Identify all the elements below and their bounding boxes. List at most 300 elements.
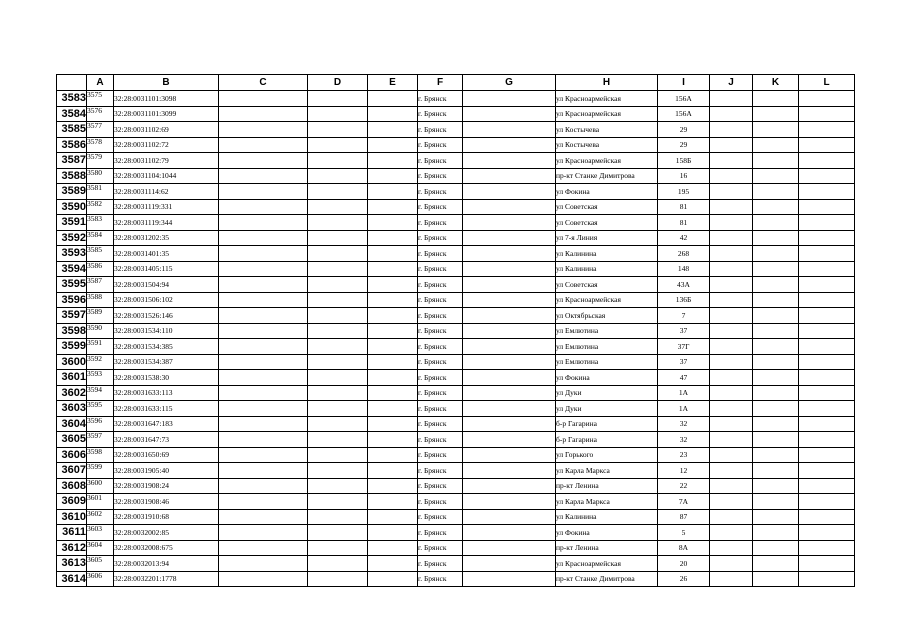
cell-i[interactable]: 37 (658, 323, 710, 339)
cell-d[interactable] (308, 339, 368, 355)
cell-b[interactable]: 32:28:0031101:3098 (114, 91, 219, 107)
cell-i[interactable]: 268 (658, 246, 710, 262)
cell-i[interactable]: 156А (658, 91, 710, 107)
cell-j[interactable] (710, 401, 753, 417)
cell-a[interactable]: 3606 (87, 571, 114, 587)
cell-k[interactable] (753, 153, 799, 169)
cell-g[interactable] (463, 137, 556, 153)
cell-j[interactable] (710, 122, 753, 138)
cell-j[interactable] (710, 308, 753, 324)
cell-i[interactable]: 8А (658, 540, 710, 556)
cell-l[interactable] (799, 246, 855, 262)
row-number[interactable]: 3614 (57, 571, 87, 587)
cell-l[interactable] (799, 292, 855, 308)
cell-a[interactable]: 3584 (87, 230, 114, 246)
cell-h[interactable]: ул Карла Маркса (556, 494, 658, 510)
cell-k[interactable] (753, 556, 799, 572)
cell-g[interactable] (463, 556, 556, 572)
cell-k[interactable] (753, 246, 799, 262)
cell-j[interactable] (710, 184, 753, 200)
cell-e[interactable] (368, 432, 418, 448)
cell-l[interactable] (799, 432, 855, 448)
cell-h[interactable]: ул Дуки (556, 385, 658, 401)
cell-c[interactable] (219, 323, 308, 339)
cell-e[interactable] (368, 385, 418, 401)
cell-b[interactable]: 32:28:0031908:24 (114, 478, 219, 494)
cell-f[interactable]: г. Брянск (418, 416, 463, 432)
cell-c[interactable] (219, 168, 308, 184)
cell-i[interactable]: 42 (658, 230, 710, 246)
cell-a[interactable]: 3598 (87, 447, 114, 463)
cell-j[interactable] (710, 447, 753, 463)
cell-h[interactable]: ул Фокина (556, 370, 658, 386)
cell-b[interactable]: 32:28:0031102:69 (114, 122, 219, 138)
cell-k[interactable] (753, 122, 799, 138)
column-header[interactable]: B (114, 75, 219, 91)
cell-f[interactable]: г. Брянск (418, 91, 463, 107)
cell-l[interactable] (799, 277, 855, 293)
cell-a[interactable]: 3593 (87, 370, 114, 386)
cell-j[interactable] (710, 168, 753, 184)
cell-a[interactable]: 3578 (87, 137, 114, 153)
cell-l[interactable] (799, 261, 855, 277)
cell-d[interactable] (308, 494, 368, 510)
cell-f[interactable]: г. Брянск (418, 540, 463, 556)
cell-g[interactable] (463, 463, 556, 479)
cell-d[interactable] (308, 385, 368, 401)
cell-c[interactable] (219, 339, 308, 355)
cell-g[interactable] (463, 122, 556, 138)
cell-c[interactable] (219, 215, 308, 231)
cell-k[interactable] (753, 370, 799, 386)
cell-f[interactable]: г. Брянск (418, 323, 463, 339)
cell-d[interactable] (308, 540, 368, 556)
cell-e[interactable] (368, 199, 418, 215)
cell-e[interactable] (368, 122, 418, 138)
cell-f[interactable]: г. Брянск (418, 277, 463, 293)
row-number[interactable]: 3613 (57, 556, 87, 572)
cell-e[interactable] (368, 230, 418, 246)
cell-a[interactable]: 3597 (87, 432, 114, 448)
cell-f[interactable]: г. Брянск (418, 246, 463, 262)
cell-b[interactable]: 32:28:0031104:1044 (114, 168, 219, 184)
cell-a[interactable]: 3596 (87, 416, 114, 432)
cell-g[interactable] (463, 106, 556, 122)
cell-h[interactable]: ул Калинина (556, 246, 658, 262)
cell-g[interactable] (463, 215, 556, 231)
cell-d[interactable] (308, 292, 368, 308)
cell-d[interactable] (308, 370, 368, 386)
cell-j[interactable] (710, 199, 753, 215)
cell-h[interactable]: ул Горького (556, 447, 658, 463)
cell-d[interactable] (308, 354, 368, 370)
cell-g[interactable] (463, 246, 556, 262)
cell-j[interactable] (710, 91, 753, 107)
cell-k[interactable] (753, 168, 799, 184)
cell-c[interactable] (219, 370, 308, 386)
cell-e[interactable] (368, 494, 418, 510)
cell-b[interactable]: 32:28:0032201:1778 (114, 571, 219, 587)
cell-c[interactable] (219, 230, 308, 246)
column-header[interactable]: F (418, 75, 463, 91)
cell-c[interactable] (219, 401, 308, 417)
cell-l[interactable] (799, 385, 855, 401)
corner-cell[interactable] (57, 75, 87, 91)
cell-g[interactable] (463, 571, 556, 587)
cell-g[interactable] (463, 385, 556, 401)
cell-f[interactable]: г. Брянск (418, 385, 463, 401)
cell-i[interactable]: 81 (658, 215, 710, 231)
cell-k[interactable] (753, 463, 799, 479)
cell-l[interactable] (799, 494, 855, 510)
cell-c[interactable] (219, 246, 308, 262)
cell-f[interactable]: г. Брянск (418, 339, 463, 355)
cell-e[interactable] (368, 215, 418, 231)
cell-c[interactable] (219, 354, 308, 370)
cell-a[interactable]: 3601 (87, 494, 114, 510)
cell-b[interactable]: 32:28:0031908:46 (114, 494, 219, 510)
cell-g[interactable] (463, 432, 556, 448)
cell-l[interactable] (799, 447, 855, 463)
cell-b[interactable]: 32:28:0031905:40 (114, 463, 219, 479)
cell-j[interactable] (710, 478, 753, 494)
cell-c[interactable] (219, 261, 308, 277)
row-number[interactable]: 3603 (57, 401, 87, 417)
cell-k[interactable] (753, 230, 799, 246)
cell-a[interactable]: 3581 (87, 184, 114, 200)
cell-c[interactable] (219, 494, 308, 510)
row-number[interactable]: 3610 (57, 509, 87, 525)
row-number[interactable]: 3604 (57, 416, 87, 432)
cell-h[interactable]: ул Фокина (556, 525, 658, 541)
cell-i[interactable]: 7А (658, 494, 710, 510)
cell-a[interactable]: 3591 (87, 339, 114, 355)
cell-e[interactable] (368, 525, 418, 541)
cell-k[interactable] (753, 339, 799, 355)
cell-b[interactable]: 32:28:0031405:115 (114, 261, 219, 277)
cell-d[interactable] (308, 137, 368, 153)
column-header[interactable]: A (87, 75, 114, 91)
cell-i[interactable]: 81 (658, 199, 710, 215)
cell-i[interactable]: 43А (658, 277, 710, 293)
cell-j[interactable] (710, 137, 753, 153)
cell-c[interactable] (219, 525, 308, 541)
cell-g[interactable] (463, 168, 556, 184)
cell-g[interactable] (463, 354, 556, 370)
cell-h[interactable]: ул Калинина (556, 261, 658, 277)
cell-h[interactable]: ул Советская (556, 199, 658, 215)
cell-a[interactable]: 3589 (87, 308, 114, 324)
cell-d[interactable] (308, 525, 368, 541)
cell-f[interactable]: г. Брянск (418, 354, 463, 370)
cell-a[interactable]: 3592 (87, 354, 114, 370)
cell-j[interactable] (710, 339, 753, 355)
cell-g[interactable] (463, 509, 556, 525)
cell-k[interactable] (753, 323, 799, 339)
cell-e[interactable] (368, 91, 418, 107)
cell-i[interactable]: 148 (658, 261, 710, 277)
cell-j[interactable] (710, 416, 753, 432)
cell-g[interactable] (463, 199, 556, 215)
cell-l[interactable] (799, 106, 855, 122)
cell-h[interactable]: ул Емлютина (556, 339, 658, 355)
cell-e[interactable] (368, 354, 418, 370)
cell-k[interactable] (753, 525, 799, 541)
cell-e[interactable] (368, 478, 418, 494)
cell-h[interactable]: пр-кт Ленина (556, 478, 658, 494)
cell-b[interactable]: 32:28:0031647:183 (114, 416, 219, 432)
row-number[interactable]: 3606 (57, 447, 87, 463)
cell-d[interactable] (308, 401, 368, 417)
cell-i[interactable]: 37Г (658, 339, 710, 355)
cell-f[interactable]: г. Брянск (418, 199, 463, 215)
cell-j[interactable] (710, 261, 753, 277)
column-header[interactable]: D (308, 75, 368, 91)
cell-k[interactable] (753, 184, 799, 200)
cell-c[interactable] (219, 571, 308, 587)
cell-g[interactable] (463, 230, 556, 246)
cell-f[interactable]: г. Брянск (418, 447, 463, 463)
cell-e[interactable] (368, 463, 418, 479)
cell-l[interactable] (799, 122, 855, 138)
cell-a[interactable]: 3585 (87, 246, 114, 262)
cell-c[interactable] (219, 153, 308, 169)
cell-f[interactable]: г. Брянск (418, 463, 463, 479)
cell-i[interactable]: 26 (658, 571, 710, 587)
cell-a[interactable]: 3583 (87, 215, 114, 231)
cell-d[interactable] (308, 106, 368, 122)
cell-b[interactable]: 32:28:0031633:113 (114, 385, 219, 401)
cell-a[interactable]: 3604 (87, 540, 114, 556)
cell-j[interactable] (710, 354, 753, 370)
cell-c[interactable] (219, 416, 308, 432)
cell-c[interactable] (219, 540, 308, 556)
cell-h[interactable]: ул Калинина (556, 509, 658, 525)
cell-f[interactable]: г. Брянск (418, 525, 463, 541)
cell-j[interactable] (710, 215, 753, 231)
cell-c[interactable] (219, 106, 308, 122)
cell-i[interactable]: 156А (658, 106, 710, 122)
row-number[interactable]: 3596 (57, 292, 87, 308)
cell-a[interactable]: 3595 (87, 401, 114, 417)
cell-j[interactable] (710, 463, 753, 479)
cell-f[interactable]: г. Брянск (418, 478, 463, 494)
column-header[interactable]: E (368, 75, 418, 91)
cell-k[interactable] (753, 261, 799, 277)
cell-f[interactable]: г. Брянск (418, 509, 463, 525)
cell-k[interactable] (753, 292, 799, 308)
column-header[interactable]: J (710, 75, 753, 91)
cell-a[interactable]: 3600 (87, 478, 114, 494)
cell-c[interactable] (219, 91, 308, 107)
cell-f[interactable]: г. Брянск (418, 153, 463, 169)
row-number[interactable]: 3588 (57, 168, 87, 184)
row-number[interactable]: 3592 (57, 230, 87, 246)
row-number[interactable]: 3589 (57, 184, 87, 200)
cell-h[interactable]: ул Красноармейская (556, 153, 658, 169)
cell-i[interactable]: 158Б (658, 153, 710, 169)
cell-l[interactable] (799, 215, 855, 231)
cell-a[interactable]: 3594 (87, 385, 114, 401)
cell-l[interactable] (799, 540, 855, 556)
cell-a[interactable]: 3579 (87, 153, 114, 169)
cell-e[interactable] (368, 370, 418, 386)
cell-f[interactable]: г. Брянск (418, 432, 463, 448)
cell-f[interactable]: г. Брянск (418, 401, 463, 417)
cell-g[interactable] (463, 525, 556, 541)
cell-a[interactable]: 3603 (87, 525, 114, 541)
cell-c[interactable] (219, 385, 308, 401)
cell-h[interactable]: ул Красноармейская (556, 292, 658, 308)
cell-b[interactable]: 32:28:0031119:331 (114, 199, 219, 215)
row-number[interactable]: 3594 (57, 261, 87, 277)
cell-d[interactable] (308, 184, 368, 200)
cell-e[interactable] (368, 339, 418, 355)
row-number[interactable]: 3608 (57, 478, 87, 494)
cell-c[interactable] (219, 463, 308, 479)
cell-b[interactable]: 32:28:0031910:68 (114, 509, 219, 525)
cell-i[interactable]: 1А (658, 385, 710, 401)
cell-a[interactable]: 3587 (87, 277, 114, 293)
cell-h[interactable]: ул Октябрьская (556, 308, 658, 324)
cell-k[interactable] (753, 385, 799, 401)
cell-c[interactable] (219, 447, 308, 463)
cell-b[interactable]: 32:28:0032013:94 (114, 556, 219, 572)
cell-b[interactable]: 32:28:0031534:110 (114, 323, 219, 339)
cell-d[interactable] (308, 323, 368, 339)
cell-b[interactable]: 32:28:0031650:69 (114, 447, 219, 463)
cell-c[interactable] (219, 292, 308, 308)
cell-g[interactable] (463, 277, 556, 293)
cell-j[interactable] (710, 494, 753, 510)
cell-j[interactable] (710, 230, 753, 246)
row-number[interactable]: 3595 (57, 277, 87, 293)
cell-e[interactable] (368, 106, 418, 122)
cell-i[interactable]: 23 (658, 447, 710, 463)
cell-j[interactable] (710, 370, 753, 386)
cell-l[interactable] (799, 354, 855, 370)
row-number[interactable]: 3591 (57, 215, 87, 231)
cell-d[interactable] (308, 215, 368, 231)
cell-e[interactable] (368, 292, 418, 308)
cell-c[interactable] (219, 277, 308, 293)
cell-e[interactable] (368, 246, 418, 262)
cell-l[interactable] (799, 184, 855, 200)
row-number[interactable]: 3602 (57, 385, 87, 401)
cell-d[interactable] (308, 509, 368, 525)
cell-l[interactable] (799, 230, 855, 246)
cell-f[interactable]: г. Брянск (418, 230, 463, 246)
row-number[interactable]: 3593 (57, 246, 87, 262)
cell-i[interactable]: 136Б (658, 292, 710, 308)
cell-h[interactable]: ул Красноармейская (556, 556, 658, 572)
cell-k[interactable] (753, 354, 799, 370)
cell-l[interactable] (799, 137, 855, 153)
row-number[interactable]: 3609 (57, 494, 87, 510)
cell-f[interactable]: г. Брянск (418, 215, 463, 231)
cell-g[interactable] (463, 370, 556, 386)
row-number[interactable]: 3585 (57, 122, 87, 138)
cell-k[interactable] (753, 509, 799, 525)
cell-c[interactable] (219, 432, 308, 448)
cell-d[interactable] (308, 571, 368, 587)
cell-l[interactable] (799, 308, 855, 324)
cell-a[interactable]: 3599 (87, 463, 114, 479)
cell-e[interactable] (368, 168, 418, 184)
cell-i[interactable]: 12 (658, 463, 710, 479)
cell-e[interactable] (368, 261, 418, 277)
cell-a[interactable]: 3605 (87, 556, 114, 572)
cell-i[interactable]: 1А (658, 401, 710, 417)
row-number[interactable]: 3583 (57, 91, 87, 107)
cell-e[interactable] (368, 416, 418, 432)
cell-k[interactable] (753, 447, 799, 463)
cell-j[interactable] (710, 385, 753, 401)
cell-e[interactable] (368, 323, 418, 339)
cell-g[interactable] (463, 91, 556, 107)
cell-k[interactable] (753, 308, 799, 324)
cell-h[interactable]: ул Костычева (556, 122, 658, 138)
row-number[interactable]: 3605 (57, 432, 87, 448)
row-number[interactable]: 3607 (57, 463, 87, 479)
cell-k[interactable] (753, 277, 799, 293)
cell-g[interactable] (463, 308, 556, 324)
cell-b[interactable]: 32:28:0031102:72 (114, 137, 219, 153)
cell-j[interactable] (710, 246, 753, 262)
row-number[interactable]: 3598 (57, 323, 87, 339)
cell-i[interactable]: 87 (658, 509, 710, 525)
column-header[interactable]: H (556, 75, 658, 91)
cell-i[interactable]: 20 (658, 556, 710, 572)
cell-j[interactable] (710, 571, 753, 587)
cell-f[interactable]: г. Брянск (418, 261, 463, 277)
cell-g[interactable] (463, 153, 556, 169)
cell-e[interactable] (368, 509, 418, 525)
cell-h[interactable]: ул Емлютина (556, 323, 658, 339)
cell-k[interactable] (753, 540, 799, 556)
cell-f[interactable]: г. Брянск (418, 556, 463, 572)
cell-d[interactable] (308, 556, 368, 572)
cell-b[interactable]: 32:28:0031633:115 (114, 401, 219, 417)
cell-l[interactable] (799, 168, 855, 184)
row-number[interactable]: 3587 (57, 153, 87, 169)
cell-k[interactable] (753, 91, 799, 107)
cell-h[interactable]: ул Красноармейская (556, 106, 658, 122)
cell-h[interactable]: пр-кт Станке Димитрова (556, 168, 658, 184)
cell-i[interactable]: 29 (658, 122, 710, 138)
cell-h[interactable]: ул 7-я Линия (556, 230, 658, 246)
cell-h[interactable]: б-р Гагарина (556, 416, 658, 432)
cell-l[interactable] (799, 571, 855, 587)
cell-l[interactable] (799, 525, 855, 541)
row-number[interactable]: 3599 (57, 339, 87, 355)
cell-a[interactable]: 3580 (87, 168, 114, 184)
cell-g[interactable] (463, 261, 556, 277)
cell-k[interactable] (753, 494, 799, 510)
cell-g[interactable] (463, 339, 556, 355)
cell-j[interactable] (710, 540, 753, 556)
cell-h[interactable]: пр-кт Ленина (556, 540, 658, 556)
cell-c[interactable] (219, 122, 308, 138)
cell-b[interactable]: 32:28:0031102:79 (114, 153, 219, 169)
cell-h[interactable]: пр-кт Станке Димитрова (556, 571, 658, 587)
cell-e[interactable] (368, 184, 418, 200)
cell-j[interactable] (710, 277, 753, 293)
cell-b[interactable]: 32:28:0031119:344 (114, 215, 219, 231)
row-number[interactable]: 3600 (57, 354, 87, 370)
cell-i[interactable]: 5 (658, 525, 710, 541)
row-number[interactable]: 3601 (57, 370, 87, 386)
